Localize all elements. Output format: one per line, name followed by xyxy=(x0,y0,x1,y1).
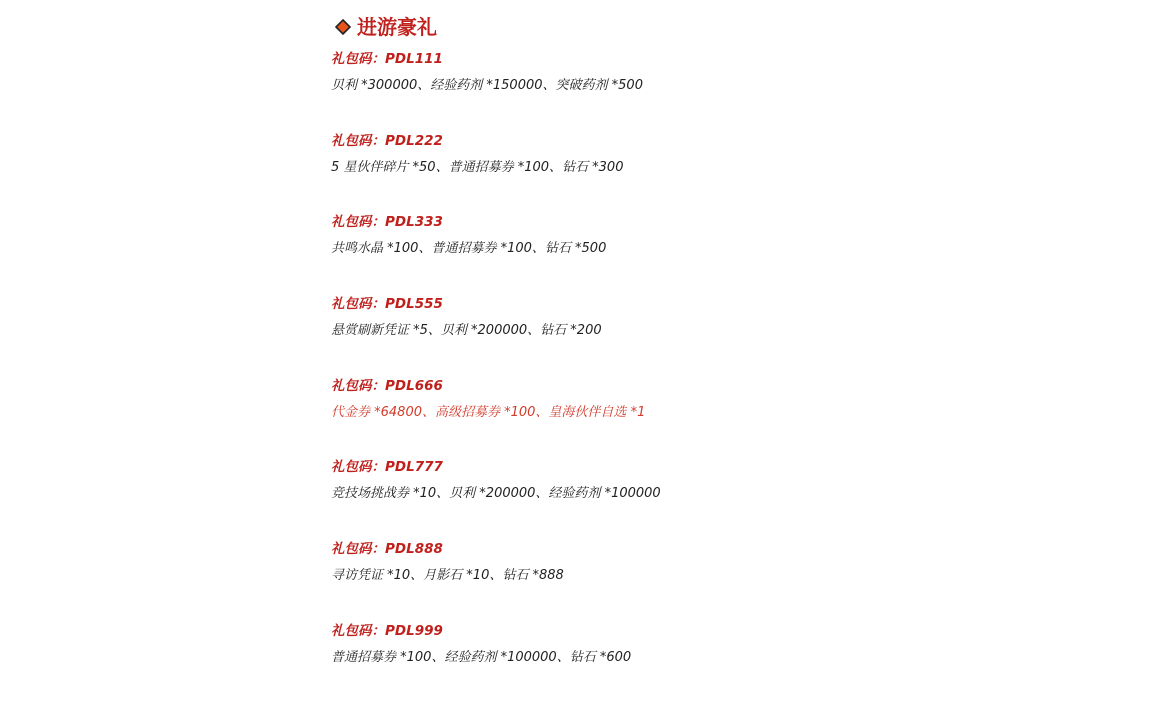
gift-rewards: 共鸣水晶 *100、普通招募券 *100、钻石 *500 xyxy=(331,241,607,257)
gift-rewards: 悬赏刷新凭证 *5、贝利 *200000、钻石 *200 xyxy=(331,323,602,339)
gift-item xyxy=(331,621,931,703)
gift-rewards: 5 星伙伴碎片 *50、普通招募券 *100、钻石 *300 xyxy=(331,159,624,175)
gift-item xyxy=(331,457,931,539)
gift-code: 礼包码：PDL222 xyxy=(331,132,443,149)
gift-code: 礼包码：PDL666 xyxy=(331,377,443,394)
section-title: 进游豪礼 xyxy=(357,15,437,39)
gift-item xyxy=(331,294,931,376)
gift-rewards: 贝利 *300000、经验药剂 *150000、突破药剂 *500 xyxy=(331,78,643,93)
gift-item xyxy=(331,376,931,458)
gift-code: 礼包码：PDL777 xyxy=(331,459,443,476)
gift-item xyxy=(331,49,931,131)
gift-code-list xyxy=(331,49,931,703)
gift-code: 礼包码：PDL555 xyxy=(331,296,443,313)
gift-item xyxy=(331,539,931,621)
gift-item xyxy=(331,131,931,213)
section-heading xyxy=(335,14,437,40)
gift-rewards: 寻访凭证 *10、月影石 *10、钻石 *888 xyxy=(331,568,564,584)
gift-code: 礼包码：PDL999 xyxy=(331,622,443,639)
diamond-icon xyxy=(335,19,351,35)
gift-item xyxy=(331,212,931,294)
gift-code: 礼包码：PDL111 xyxy=(331,51,443,67)
gift-rewards: 普通招募券 *100、经验药剂 *100000、钻石 *600 xyxy=(331,649,632,665)
gift-code: 礼包码：PDL888 xyxy=(331,541,443,558)
gift-code: 礼包码：PDL333 xyxy=(331,214,443,231)
gift-rewards-highlighted: 代金券 *64800、高级招募券 *100、皇海伙伴自选 *1 xyxy=(331,404,646,420)
gift-rewards: 竞技场挑战券 *10、贝利 *200000、经验药剂 *100000 xyxy=(331,486,661,502)
